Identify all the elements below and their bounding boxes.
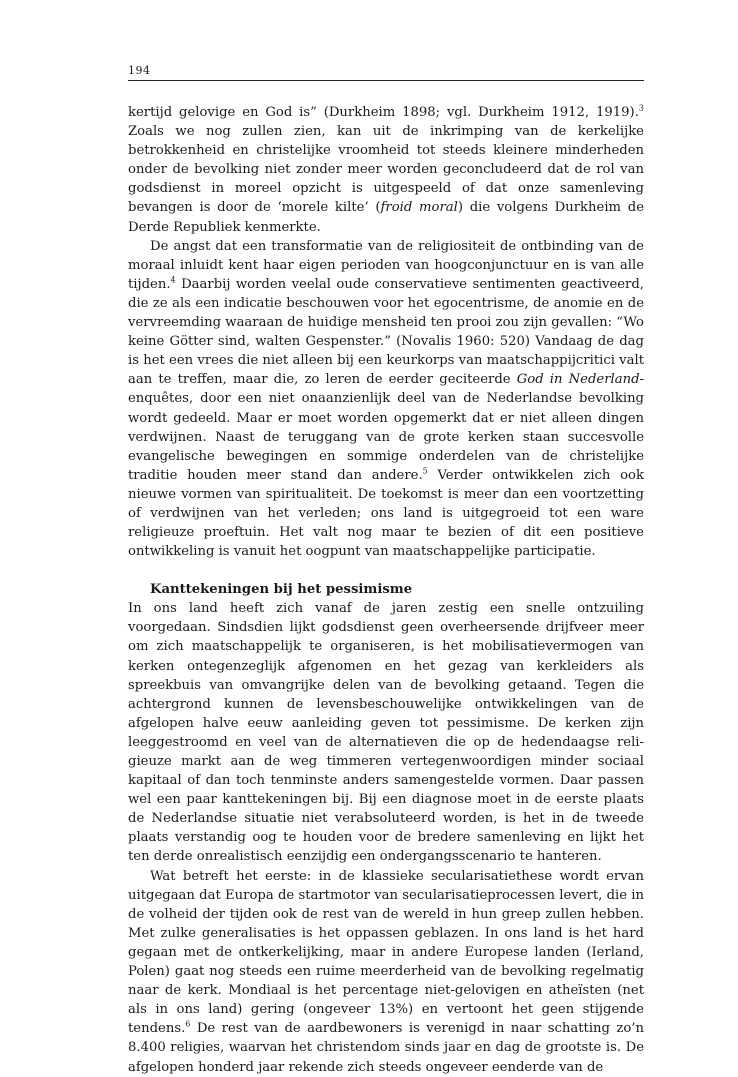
paragraph-4 [128,867,644,1077]
text-run: Wat betreft het eerste: in de klassieke secularisatiethese wordt ervan uitgegaan dat Europa de startmotor van secularisatieprocessen levert, die in de volheid der tijden ook de rest van de wereld in hun greep zullen hebben. Met zulke generalisaties is het oppassen geblazen. In ons land is het hard gegaan met de ontkerkelijking, maar in andere Europese landen (Ierland, Polen) gaat nog steeds een ruime meerderheid van de bevolking regelmatig naar de kerk. Mondiaal is het percentage niet-gelovigen en atheïsten (net als in ons land) gering (ongeveer 13%) en vertoont het geen stijgende tendens. [128,868,644,1037]
footnote-marker: 6 [185,1019,191,1029]
italic-term: God in Nederland [516,372,640,388]
text-run: De angst dat een transformatie van de religiositeit de ontbinding van de moraal inluidt kent haar eigen perioden van hoogconjunctuur en is van alle tijden. [128,238,644,292]
italic-term: froid moral [380,200,458,216]
section-heading: Kanttekeningen bij het pessimisme [150,582,413,598]
book-page [128,62,644,1077]
footnote-marker: 5 [422,466,428,476]
text-run: Daarbij worden veelal oude conservatieve sentimenten geactiveerd, die ze als een indicatie beschouwen voor het egocentrisme, de anomie en de vervreemding waaraan de huidige mensheid ten prooi zou zijn gevallen: “Wo keine Götter sind, walten Gespenster.” (Novalis 1960: 520) Vandaag de dag is het een vrees die niet alleen bij een keurkorps van maatschappijcritici valt aan te treffen, maar die, zo leren de eerder geciteerde [128,276,644,388]
footnote-marker: 4 [170,275,176,285]
page-number: 194 [128,64,151,77]
paragraph-2 [128,237,644,562]
section-spacer [128,561,644,580]
text-run: Verder ontwikkelen zich ook nieuwe vormen van spiritualiteit. De toekomst is meer dan een voortzetting of verdwijnen van het verleden; ons land is uitgegroeid tot een ware religieuze proeftuin. Het valt nog maar te bezien of dit een positieve ontwikkeling is vanuit het oogpunt van maatschappelijke participatie. [128,467,644,560]
text-run: -enquêtes, door een niet onaanzienlijk deel van de Nederlandse bevolking wordt gedeeld. Maar er moet worden opgemerkt dat er niet alleen dingen verdwijnen. Naast de teruggang van de grote kerken staan succesvolle evangelische bewegingen en sommige onderdelen van de christelijke traditie houden meer stand dan andere. [128,372,645,483]
paragraph-3: In ons land heeft zich vanaf de jaren zestig een snelle ontzuiling voorgedaan. Sindsdien lijkt godsdienst geen overheersende drijfveer meer om zich maatschappelijk te organiseren, is het mobilisatievermogen van kerken ontegenzeglijk afgenomen en het gezag van kerkleiders als spreekbuis van omvangrijke delen van de bevolking getaand. Tegen die achtergrond kunnen de levensbeschouwelijke ontwikkelingen van de afgelopen halve eeuw aanleiding geven tot pessimisme. De kerken zijn leeggestroomd en veel van de alternatieven die op de hedendaagse religieuze markt aan de weg timmeren vertegenwoordigen minder sociaal kapitaal of dan toch tenminste anders samengestelde vormen. Daar passen wel een paar kanttekeningen bij. Bij een diagnose moet in de eerste plaats de Nederlandse situatie niet verabsoluteerd worden, is het in de tweede plaats verstandig oog te houden voor de bredere samenleving en lijkt het ten derde onrealistisch eenzijdig een ondergangsscenario te hanteren. [128,601,644,865]
running-header [128,62,644,81]
footnote-marker: 3 [638,103,644,113]
paragraph-1 [128,103,644,237]
text-run: ) die volgens Durkheim de Derde Republiek kenmerkte. [128,200,645,235]
text-run: kertijd gelovige en God is” (Durkheim 1898; vgl. Durkheim 1912, 1919). [128,105,639,120]
text-run: De rest van de aardbewoners is verenigd in naar schatting zo’n 8.400 religies, waarvan het christendom sinds jaar en dag de grootste is. De afgelopen honderd jaar rekende zich steeds ongeveer eenderde van de [128,1021,644,1075]
text-run: Zoals we nog zullen zien, kan uit de inkrimping van de kerkelijke betrokkenheid en christelijke vroomheid tot steeds kleinere minderheden onder de bevolking niet zonder meer worden geconcludeerd dat de rol van godsdienst in moreel opzicht is uitgespeeld of dat onze samenleving bevangen is door de ‘morele kilte’ ( [128,124,644,216]
